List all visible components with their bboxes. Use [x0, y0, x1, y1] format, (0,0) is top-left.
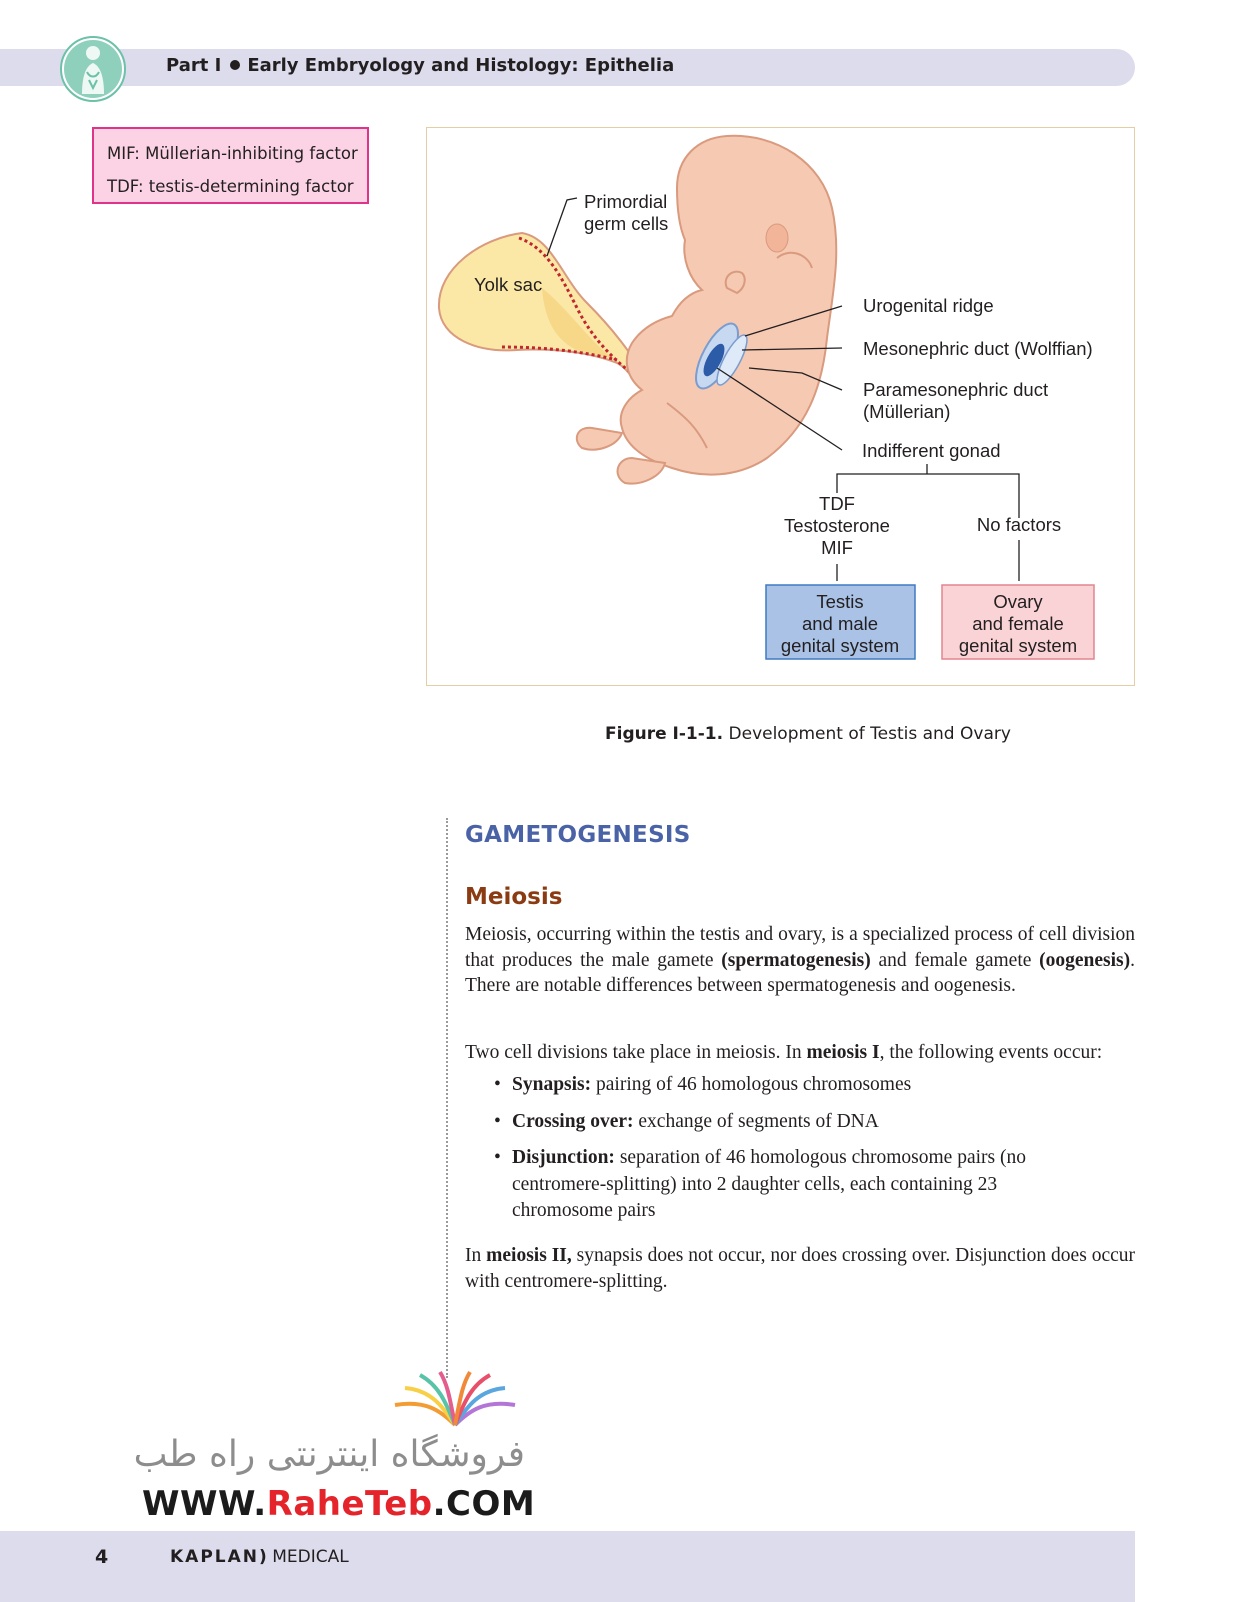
label-testosterone: Testosterone — [784, 515, 890, 536]
p1-text-e: . There are notable differences between spermatogenesis and oogenesis. — [465, 949, 1135, 996]
label-primordial-1: Primordial — [584, 191, 668, 212]
label-no-factors: No factors — [976, 514, 1062, 535]
dotted-divider — [446, 818, 448, 1378]
figure-caption — [605, 724, 1011, 744]
label-ovary-3: genital system — [958, 635, 1078, 656]
p1-text-a: Meiosis, occurring within the testis and ovary, is a specialized process of cell division that produces the male gamete — [465, 924, 1135, 971]
list-item — [494, 1145, 1054, 1225]
note-line-mif: MIF: Müllerian-inhibiting factor — [107, 144, 358, 163]
watermark-url-brand: RaheTeb — [266, 1484, 433, 1524]
label-testis-1: Testis — [816, 591, 864, 612]
label-testis-2: and male — [801, 613, 879, 634]
section-heading: GAMETOGENESIS — [465, 822, 691, 848]
list-item — [494, 1109, 1094, 1136]
label-mif: MIF — [821, 537, 853, 558]
bullet-term: Crossing over: — [512, 1110, 634, 1132]
p3-bold-meiosis-ii: meiosis II, — [486, 1245, 572, 1266]
header-chapter-title: Early Embryology and Histology: Epithelia — [247, 55, 675, 76]
paragraph-meiosis-intro — [465, 922, 1135, 999]
header-part-label: Part I — [166, 55, 222, 76]
label-indifferent-gonad: Indifferent gonad — [862, 440, 1001, 461]
label-urogenital-ridge: Urogenital ridge — [863, 295, 994, 316]
label-paramesonephric-1: Paramesonephric duct — [863, 379, 1049, 400]
label-ovary-2: and female — [972, 613, 1064, 634]
bullet-term: Disjunction: — [512, 1147, 615, 1168]
abbreviation-note-box — [92, 127, 369, 204]
figure-frame — [426, 127, 1135, 686]
bullet-text: pairing of 46 homologous chromosomes — [591, 1074, 912, 1095]
paragraph-meiosis-i — [465, 1040, 1135, 1066]
sub-heading: Meiosis — [465, 884, 563, 910]
label-mesonephric: Mesonephric duct (Wolffian) — [863, 338, 1093, 359]
bullet-text: exchange of segments of DNA — [633, 1110, 879, 1132]
bullet-text: separation of 46 homologous chromosome pairs (no centromere-splitting) into 2 daughter cells, each containing 23 chromosome pairs — [512, 1147, 1026, 1221]
footer-brand-medical: MEDICAL — [272, 1547, 349, 1567]
p1-bold-oogenesis: (oogenesis) — [1039, 949, 1131, 971]
brand-swoosh-icon: ) — [259, 1547, 267, 1567]
meiosis-i-events-list — [494, 1072, 1094, 1235]
watermark-url-suffix: .COM — [432, 1484, 536, 1524]
figure-caption-label: Figure I-1-1. — [605, 724, 724, 744]
p2-text-c: , the following events occur: — [879, 1042, 1103, 1063]
p1-text-c: and female gamete — [870, 949, 1040, 971]
bullet-dot-icon — [230, 60, 240, 70]
label-yolk-sac: Yolk sac — [474, 274, 543, 295]
label-primordial-2: germ cells — [584, 213, 669, 234]
paragraph-meiosis-ii — [465, 1243, 1135, 1294]
note-line-tdf: TDF: testis-determining factor — [107, 177, 354, 196]
p3-text-c: synapsis does not occur, nor does crossing over. Disjunction does occur with centromere-splitting. — [465, 1245, 1135, 1292]
p2-bold-meiosis-i: meiosis I — [806, 1042, 880, 1063]
embryo-logo-icon — [60, 36, 126, 102]
p3-text-a: In — [465, 1245, 487, 1266]
watermark-persian-text: فروشگاه اینترنتی راه طب — [133, 1434, 525, 1475]
label-ovary-1: Ovary — [993, 591, 1043, 612]
watermark-url — [142, 1484, 535, 1524]
figure-caption-text: Development of Testis and Ovary — [728, 724, 1011, 744]
bullet-term: Synapsis: — [512, 1074, 592, 1095]
page-number: 4 — [95, 1546, 109, 1568]
label-tdf: TDF — [819, 493, 855, 514]
footer-publisher-logo — [170, 1547, 349, 1567]
watermark-url-prefix: WWW. — [142, 1484, 267, 1524]
open-book-logo-icon — [390, 1370, 520, 1432]
list-item — [494, 1072, 1094, 1099]
label-paramesonephric-2: (Müllerian) — [863, 401, 951, 422]
embryo-body-shape — [621, 136, 837, 475]
p1-bold-spermatogenesis: (spermatogenesis) — [721, 949, 871, 971]
footer-brand-kaplan: KAPLAN — [170, 1547, 260, 1567]
label-testis-3: genital system — [780, 635, 900, 656]
testis-ovary-diagram — [427, 128, 1136, 687]
header-title — [166, 55, 674, 76]
p2-text-a: Two cell divisions take place in meiosis. In — [465, 1042, 807, 1063]
